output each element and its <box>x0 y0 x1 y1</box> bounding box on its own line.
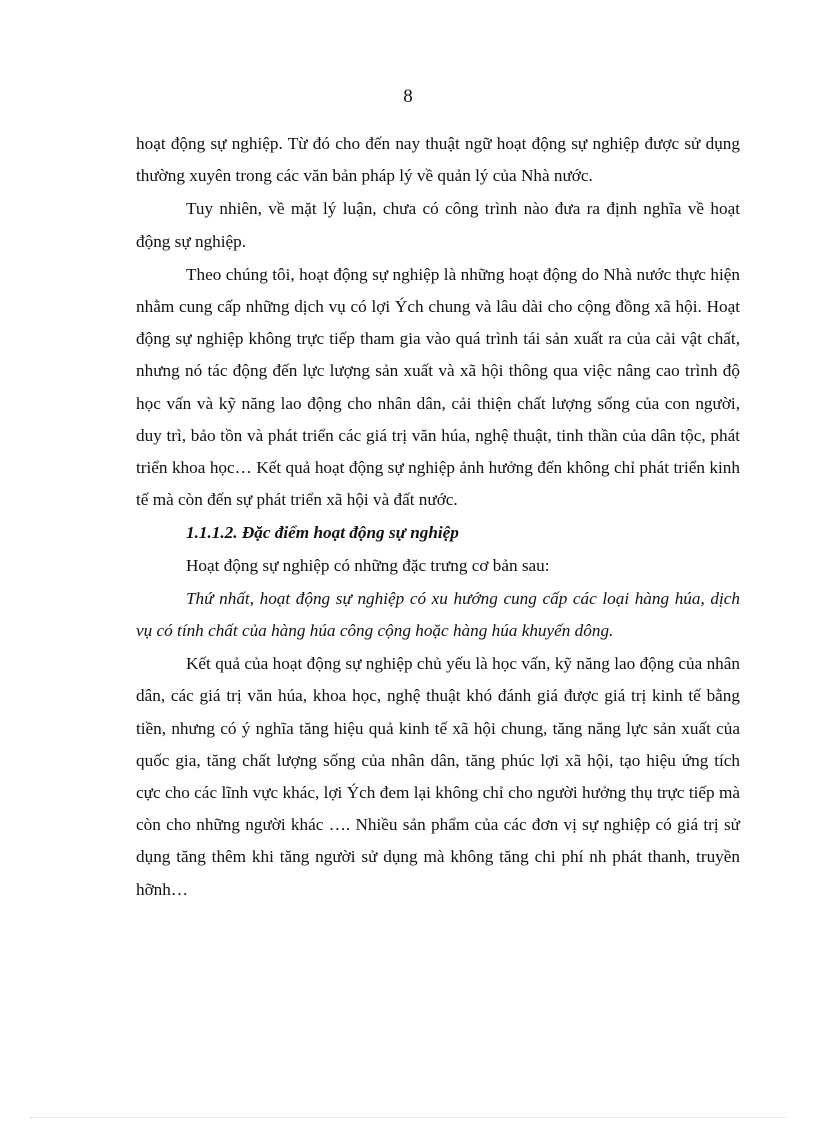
paragraph-theory: Tuy nhiên, về mặt lý luận, chưa có công trình nào đưa ra định nghĩa về hoạt động sự nghiệp. <box>136 199 740 251</box>
paragraph-results: Kết quả của hoạt động sự nghiệp chủ yếu là học vấn, kỹ năng lao động của nhân dân, các giá trị văn húa, khoa học, nghệ thuật khó đánh giá được giá trị kinh tế bằng tiền, nhưng có ý nghĩa tăng hiệu quả kinh tế xã hội chung, tăng năng lực sản xuất của quốc gia, tăng chất lượng sống của nhân dân, tăng phúc lợi xã hội, tạo hiệu ứng tích cực cho các lĩnh vực khác, lợi Ých đem lại không chỉ cho người hưởng thụ trực tiếp mà còn cho những người khác …. Nhiều sản phẩm của các đơn vị sự nghiệp có giá trị sử dụng tăng thêm khi tăng người sử dụng mà không tăng chi phí nh phát thanh, truyền hỡnh… <box>136 654 740 899</box>
page-number: 8 <box>403 86 413 107</box>
section-heading: 1.1.1.2. Đặc điểm hoạt động sự nghiệp <box>186 523 459 543</box>
document-body <box>136 128 740 907</box>
paragraph-definition: Theo chúng tôi, hoạt động sự nghiệp là những hoạt động do Nhà nước thực hiện nhằm cung cấp những dịch vụ có lợi Ých chung và lâu dài cho cộng đồng xã hội. Hoạt động sự nghiệp không trực tiếp tham gia vào quá trình tái sản xuất ra của cải vật chất, nhưng nó tác động đến lực lượng sản xuất và xã hội thông qua việc nâng cao trình độ học vấn và kỹ năng lao động cho nhân dân, cải thiện chất lượng sống của con người, duy trì, bảo tồn và phát triển các giá trị văn húa, nghệ thuật, tinh thần của dân tộc, phát triển khoa học… Kết quả hoạt động sự nghiệp ảnh hưởng đến không chỉ phát triển kinh tế mà còn đến sự phát triển xã hội và đất nước. <box>136 264 740 510</box>
paragraph-continuation: hoạt động sự nghiệp. Từ đó cho đến nay thuật ngữ hoạt động sự nghiệp được sử dụng thường xuyên trong các văn bản pháp lý về quản lý của Nhà nước. <box>136 134 740 186</box>
page-bottom-divider <box>30 1117 786 1118</box>
paragraph-intro: Hoạt động sự nghiệp có những đặc trưng cơ bản sau: <box>186 555 550 575</box>
paragraph-first-characteristic: Thứ nhất, hoạt động sự nghiệp có xu hướng cung cấp các loại hàng húa, dịch vụ có tính chất của hàng húa công cộng hoặc hàng húa khuyến dông. <box>136 588 740 641</box>
